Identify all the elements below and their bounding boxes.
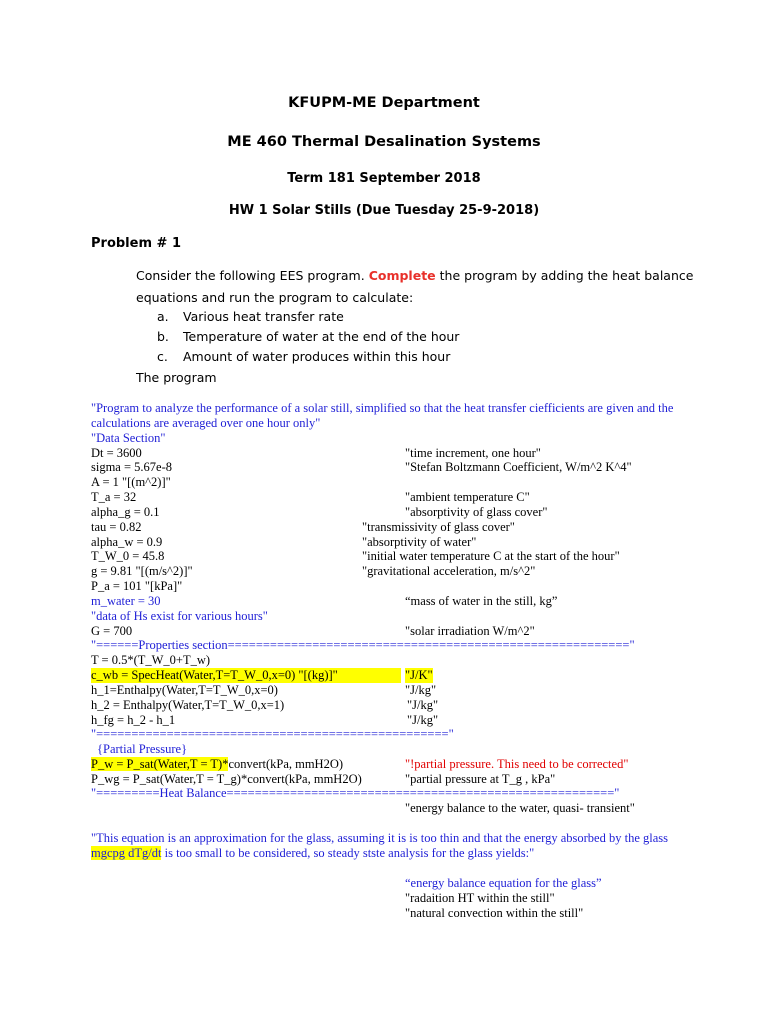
code-comment-red: "!partial pressure. This need to be corrected" — [405, 757, 629, 771]
code-line: g = 9.81 "[(m/s^2)]" — [91, 564, 193, 578]
course-title: ME 460 Thermal Desalination Systems — [227, 134, 541, 150]
code-comment: "initial water temperature C at the start of the hour" — [362, 549, 620, 563]
code-comment: "energy balance to the water, quasi- transient" — [405, 801, 635, 815]
code-line: alpha_w = 0.9 — [91, 535, 163, 549]
code-comment: “energy balance equation for the glass” — [405, 876, 602, 890]
code-line: h_2 = Enthalpy(Water,T=T_W_0,x=1) — [91, 698, 285, 712]
section-separator: "==================================================" — [91, 727, 454, 741]
code-comment: {Partial Pressure} — [97, 742, 188, 756]
code-comment: "time increment, one hour" — [405, 446, 541, 460]
code-unit: "J/kg" — [407, 713, 439, 727]
code-comment: "absorptivity of water" — [362, 535, 477, 549]
problem-intro — [136, 268, 693, 283]
code-text: is too small to be considered, so steady stste analysis for the glass yields:" — [161, 846, 535, 860]
code-comment: "transmissivity of glass cover" — [362, 520, 515, 534]
department-title: KFUPM-ME Department — [288, 95, 480, 111]
code-comment: "This equation is an approximation for the glass, assuming it is is too thin and that the energy absorbed by the glass — [91, 831, 669, 845]
program-label: The program — [136, 370, 217, 385]
code-line: T = 0.5*(T_W_0+T_w) — [91, 653, 211, 667]
list-item — [157, 329, 459, 344]
code-line: T_a = 32 — [91, 490, 137, 504]
code-comment: “mass of water in the still, kg” — [405, 594, 558, 608]
code-comment: "Program to analyze the performance of a solar still, simplified so that the heat transfer ciefficients are given and the — [91, 401, 674, 415]
hw-title: HW 1 Solar Stills (Due Tuesday 25-9-2018) — [228, 203, 540, 218]
problem-intro-line2: equations and run the program to calculate: — [136, 290, 414, 305]
code-comment: "partial pressure at T_g , kPa" — [405, 772, 556, 786]
code-comment: "Data Section" — [91, 431, 166, 445]
code-comment: "gravitational acceleration, m/s^2" — [362, 564, 536, 578]
section-separator: "=========Heat Balance=======================================================" — [91, 786, 620, 800]
list-text: Amount of water produces within this hour — [183, 349, 451, 364]
code-line: P_a = 101 "[kPa]" — [91, 579, 183, 593]
code-unit: "J/kg" — [407, 698, 439, 712]
code-comment: "solar irradiation W/m^2" — [405, 624, 535, 638]
code-line: tau = 0.82 — [91, 520, 142, 534]
code-line: m_water = 30 — [91, 594, 161, 608]
code-highlight: P_w = P_sat(Water,T = T)* — [91, 757, 229, 771]
section-separator: "======Properties section=========================================================" — [91, 638, 635, 652]
code-line — [91, 757, 343, 772]
code-line: Dt = 3600 — [91, 446, 142, 460]
intro-prefix: Consider the following EES program. — [136, 268, 365, 283]
code-line: sigma = 5.67e-8 — [91, 460, 172, 474]
list-marker: b. — [157, 329, 169, 344]
intro-highlight: Complete — [368, 268, 436, 283]
list-marker: c. — [157, 349, 168, 364]
glass-formula: mgcpg dTg/dt — [91, 846, 162, 860]
list-marker: a. — [157, 309, 169, 324]
list-item — [157, 349, 450, 364]
code-comment: "data of Hs exist for various hours" — [91, 609, 268, 623]
list-text: Various heat transfer rate — [183, 309, 344, 324]
code-comment: "natural convection within the still" — [405, 906, 584, 920]
problem-title: Problem # 1 — [91, 236, 181, 251]
code-comment: "absorptivity of glass cover" — [405, 505, 548, 519]
code-comment — [91, 846, 534, 861]
intro-suffix: the program by adding the heat balance — [439, 268, 694, 283]
code-unit: "J/kg" — [405, 683, 437, 697]
code-comment: "radaition HT within the still" — [405, 891, 555, 905]
list-item — [157, 309, 344, 324]
code-comment: "Stefan Boltzmann Coefficient, W/m^2 K^4" — [405, 460, 632, 474]
code-line-highlighted: c_wb = SpecHeat(Water,T=T_W_0,x=0) "[(kg)]" — [91, 668, 401, 683]
code-text: convert(kPa, mmH2O) — [228, 757, 344, 771]
code-line: h_1=Enthalpy(Water,T=T_W_0,x=0) — [91, 683, 278, 697]
code-line: h_fg = h_2 - h_1 — [91, 713, 176, 727]
code-comment: "ambient temperature C" — [405, 490, 530, 504]
code-unit-highlighted: "J/K" — [405, 668, 433, 682]
code-comment: calculations are averaged over one hour only" — [91, 416, 321, 430]
code-line: alpha_g = 0.1 — [91, 505, 160, 519]
term-line: Term 181 September 2018 — [287, 171, 481, 186]
code-line: T_W_0 = 45.8 — [91, 549, 165, 563]
code-line: A = 1 "[(m^2)]" — [91, 475, 171, 489]
list-text: Temperature of water at the end of the hour — [183, 329, 460, 344]
code-line: G = 700 — [91, 624, 133, 638]
code-line: P_wg = P_sat(Water,T = T_g)*convert(kPa, mmH2O) — [91, 772, 362, 786]
